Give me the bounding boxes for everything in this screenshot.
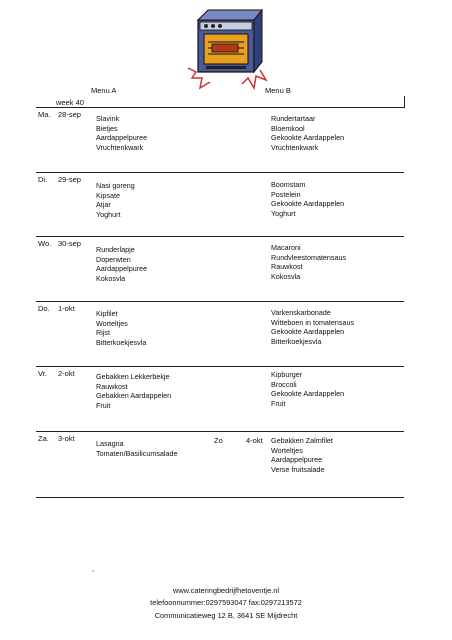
menu-a-item: Bietjes [96, 123, 118, 133]
menu-b-item: Verse fruitsalade [271, 464, 325, 474]
footer-phone: telefoonnummer:0297593047 fax:0297213572 [150, 598, 302, 607]
menu-b-item: Varkenskarbonade [271, 308, 331, 317]
menu-b-item: Gekookte Aardappelen [271, 327, 345, 337]
row-rule [36, 497, 404, 498]
day-label: Ma. [38, 110, 51, 119]
footer-website: www.cateringbedrijfhetoventje.nl [173, 586, 279, 595]
menu-b-item: Gekookte Aardappelen [271, 199, 345, 209]
menu-a-item: Kokosvla [96, 273, 126, 283]
menu-a-item: Worteltjes [96, 318, 128, 328]
row-rule [36, 107, 404, 108]
menu-b-item: Broccoli [271, 379, 297, 389]
day-date: 2-okt [58, 369, 75, 378]
menu-b-item: Macaroni [271, 243, 301, 252]
menu-a-item: Doperwten [96, 254, 131, 264]
menu-a-item: Aardappelpuree [96, 133, 148, 143]
menu-b-item: Bloemkool [271, 123, 305, 133]
day-date: 30-sep [58, 239, 81, 248]
day-label: Do. [38, 304, 50, 313]
oven-clipart-icon [182, 2, 270, 92]
day-label: Vr. [38, 369, 47, 378]
menu-b-item: Fruit [271, 398, 286, 408]
menu-b-item: Gekookte Aardappelen [271, 389, 345, 399]
menu-b-item: Rundvleestomatensaus [271, 252, 347, 262]
menu-a-item: Fruit [96, 400, 111, 410]
menu-a-item: Nasi goreng [96, 181, 135, 190]
week-label: week 40 [56, 98, 84, 107]
footer-address: Communicatieweg 12 B, 3641 SE Mijdrecht [154, 611, 298, 620]
day-label: Di. [38, 175, 48, 184]
menu-a-item: Rijst [96, 328, 110, 338]
menu-a-item: Slavink [96, 114, 120, 123]
menu-a-item: Kipfilet [96, 309, 118, 318]
day-date: 3-okt [58, 434, 75, 443]
menu-b-item: Worteltjes [271, 445, 303, 455]
day-date: 28-sep [58, 110, 81, 119]
menu-b-item: Vruchtenkwark [271, 142, 319, 152]
row-rule [36, 236, 404, 237]
row-rule [36, 301, 404, 302]
menu-a-item: Tomaten/Basilicumsalade [96, 448, 178, 458]
menu-a-item: Gebakken Aardappelen [96, 391, 172, 401]
menu-b-item: Boomstam [271, 180, 306, 189]
menu-b-item: Gebakken Zalmfilet [271, 436, 333, 445]
menu-a-item: Runderlapje [96, 245, 135, 254]
menu-a-item: Gebakken Lekkerbekje [96, 372, 170, 381]
sunday-date: 4-okt [246, 436, 263, 445]
menu-b-item: Rauwkost [271, 262, 303, 272]
menu-b-item: Gekookte Aardappelen [271, 133, 345, 143]
menu-b-item: Aardappelpuree [271, 455, 323, 465]
menu-a-item: Aardappelpuree [96, 264, 148, 274]
menu-b-item: Witteboen in tomatensaus [271, 317, 355, 327]
header-divider [404, 96, 405, 108]
menu-b-heading: Menu B [265, 86, 291, 95]
menu-b-item: Kokosvla [271, 271, 301, 281]
menu-a-heading: Menu A [91, 86, 117, 95]
menu-a-item: Kipsate [96, 190, 120, 200]
stray-mark: , [92, 564, 94, 573]
row-rule [36, 366, 404, 367]
menu-b-item: Kipburger [271, 370, 303, 379]
menu-a-item: Vruchtenkwark [96, 142, 144, 152]
day-label: Za. [38, 434, 49, 443]
day-date: 29-sep [58, 175, 81, 184]
menu-a-item: Atjar [96, 200, 111, 210]
menu-b-item: Postelein [271, 189, 301, 199]
menu-b-item: Yoghurt [271, 208, 296, 218]
sunday-label: Zo [214, 436, 223, 445]
menu-a-item: Bitterkoekjesvla [96, 337, 147, 347]
menu-a-item: Lasagna [96, 439, 124, 448]
menu-b-item: Rundertartaar [271, 114, 316, 123]
day-date: 1-okt [58, 304, 75, 313]
row-rule [36, 172, 404, 173]
row-rule [36, 431, 404, 432]
day-label: Wo. [38, 239, 52, 248]
menu-b-item: Bitterkoekjesvla [271, 336, 322, 346]
menu-a-item: Yoghurt [96, 209, 121, 219]
menu-a-item: Rauwkost [96, 381, 128, 391]
